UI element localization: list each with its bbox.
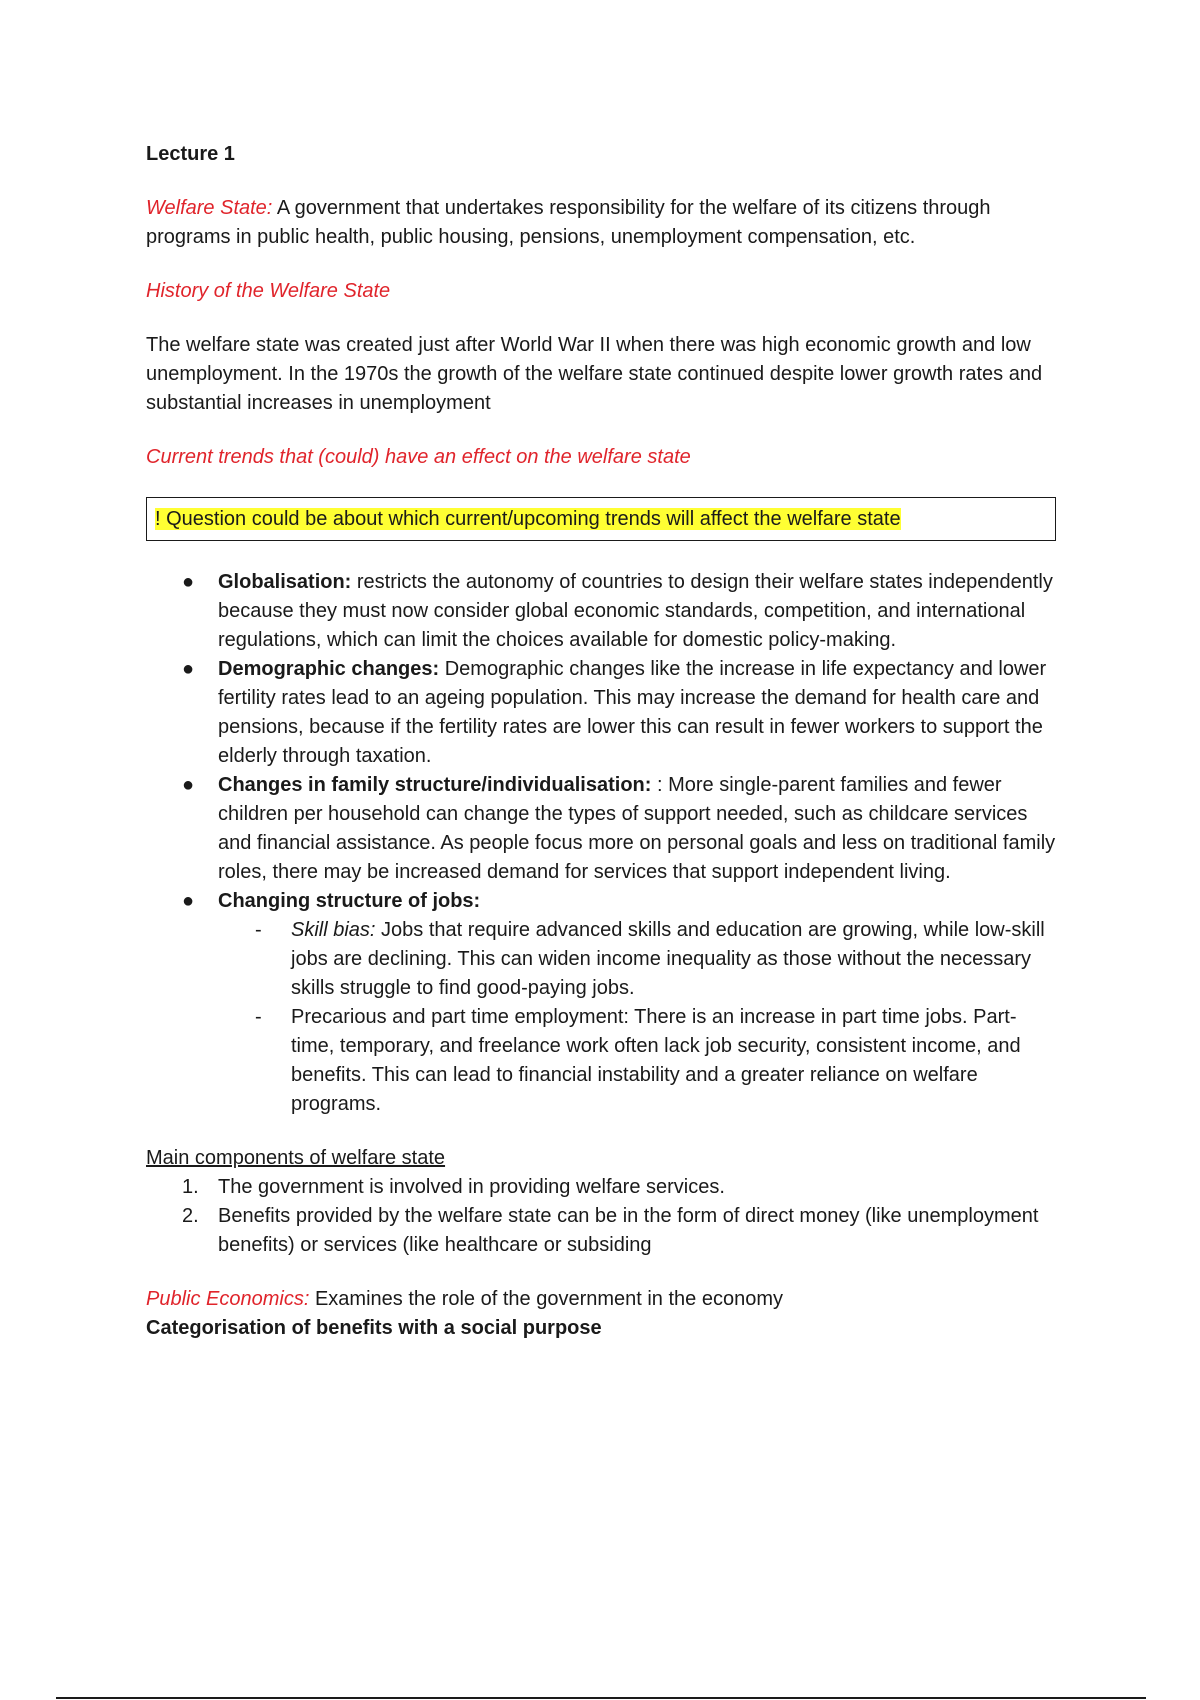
trend-item-demographic [146,655,1056,771]
trend-item-jobs [146,887,1056,1119]
categorisation-heading: Categorisation of benefits with a social purpose [146,1317,602,1339]
sub-text: Jobs that require advanced skills and education are growing, while low-skill jobs are declining. This can widen income inequality as those without the necessary skills struggle to find good-paying jobs. [291,919,1045,999]
trends-list [146,568,1056,1119]
component-text: The government is involved in providing welfare services. [218,1176,725,1198]
jobs-sub-item-skill-bias [218,916,1056,1003]
components-item [146,1173,1056,1202]
jobs-sub-item-precarious [218,1003,1056,1119]
public-economics-def-text: Examines the role of the government in the economy [309,1288,783,1310]
list-number: 2. [182,1205,199,1227]
sub-text: Precarious and part time employment: There is an increase in part time jobs. Part-time, temporary, and freelance work often lack job security, consistent income, and benefits. This can lead to financial instability and a greater reliance on welfare programs. [291,1006,1021,1115]
component-text: Benefits provided by the welfare state can be in the form of direct money (like unemployment benefits) or services (like healthcare or subsiding [218,1205,1039,1256]
trend-text: restricts the autonomy of countries to design their welfare states independently because they must now consider global economic standards, competition, and international regulations, which can limit the choices available for domestic policy-making. [218,571,1053,651]
exam-note-text: ! Question could be about which current/upcoming trends will affect the welfare state [155,508,901,530]
bullet-icon: ● [182,890,195,912]
dash-icon: - [255,1006,262,1028]
list-number: 1. [182,1176,199,1198]
public-economics-term: Public Economics: [146,1288,310,1310]
components-item [146,1202,1056,1260]
trend-item-family-structure [146,771,1056,887]
page-title: Lecture 1 [146,143,235,165]
trend-term: Changes in family structure/individualisation: [218,774,652,796]
trends-heading: Current trends that (could) have an effect on the welfare state [146,446,691,468]
components-list [146,1173,1056,1260]
bullet-icon: ● [182,658,195,680]
components-heading: Main components of welfare state [146,1147,446,1169]
trend-term: Demographic changes: [218,658,440,680]
trend-item-globalisation [146,568,1056,655]
history-heading: History of the Welfare State [146,280,391,302]
footer-divider [56,1697,1146,1699]
dash-icon: - [255,919,262,941]
sub-term: Skill bias: [291,919,376,941]
trend-term: Globalisation: [218,571,352,593]
welfare-state-definition [146,194,1056,252]
exam-note-box [146,497,1056,541]
document-page [146,140,1056,1343]
jobs-sub-list [218,916,1056,1119]
trend-term: Changing structure of jobs: [218,890,481,912]
bullet-icon: ● [182,571,195,593]
history-body: The welfare state was created just after World War II when there was high economic growth and low unemployment. In the 1970s the growth of the welfare state continued despite lower growth rates and substantial increases in unemployment [146,334,1043,414]
bullet-icon: ● [182,774,195,796]
trend-text: Demographic changes like the increase in life expectancy and lower fertility rates lead to an ageing population. This may increase the demand for health care and pensions, because if the fertility rates are lower this can result in fewer workers to support the elderly through taxation. [218,658,1047,767]
public-economics-definition [146,1285,1056,1314]
trend-text: : More single-parent families and fewer children per household can change the types of support needed, such as childcare services and financial assistance. As people focus more on personal goals and less on traditional family roles, there may be increased demand for services that support independent living. [218,774,1056,883]
welfare-state-def-text: A government that undertakes responsibility for the welfare of its citizens through programs in public health, public housing, pensions, unemployment compensation, etc. [146,197,991,248]
welfare-state-term: Welfare State: [146,197,273,219]
